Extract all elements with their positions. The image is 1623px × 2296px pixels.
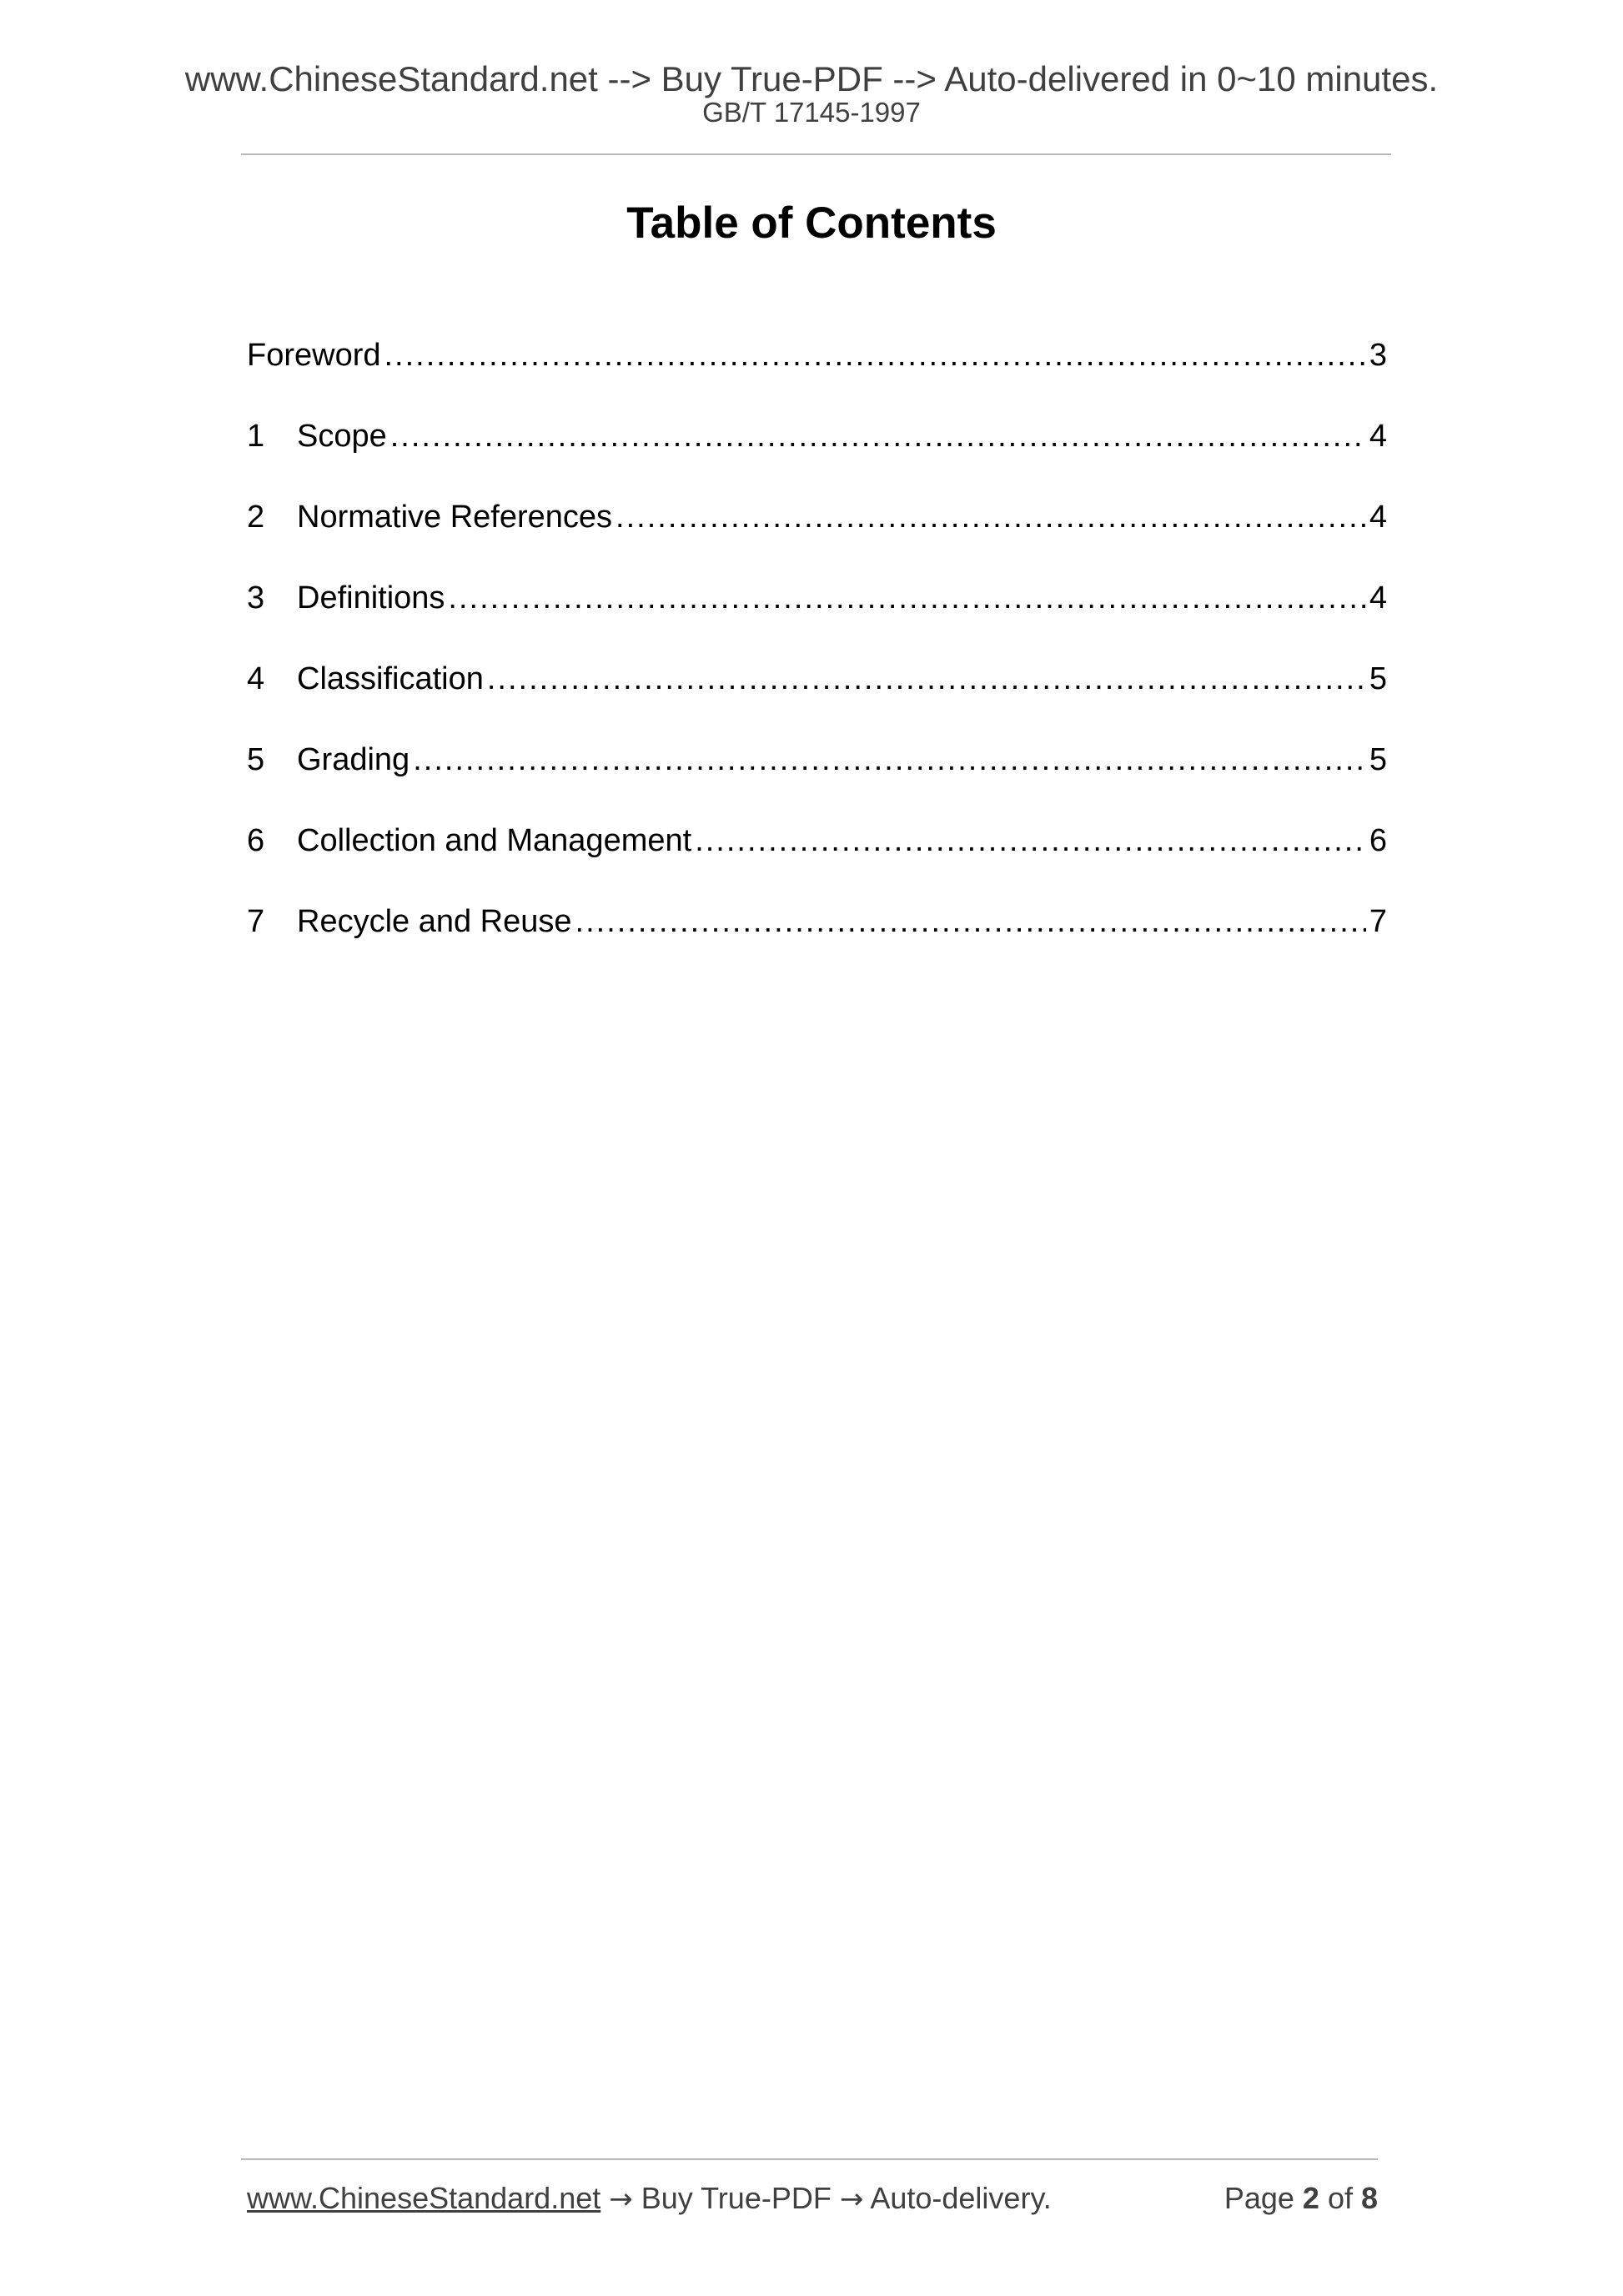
site-banner: www.ChineseStandard.net --> Buy True-PDF --> Auto-delivered in 0~10 minutes. — [184, 59, 1439, 98]
page-indicator — [1224, 2183, 1378, 2213]
page-word: Page — [1224, 2181, 1303, 2215]
toc-entry-label: Recycle and Reuse — [297, 904, 572, 939]
toc-entry-number: 2 — [247, 500, 265, 535]
toc-entry-page: 5 — [1369, 742, 1387, 777]
toc-leader-dots — [695, 825, 1366, 857]
toc-entry-collection-and-management[interactable] — [247, 825, 1387, 906]
toc-entry-page: 4 — [1369, 580, 1387, 615]
toc-entry-label: Foreword — [247, 338, 381, 373]
toc-entry-label: Classification — [297, 661, 484, 696]
toc-entry-page: 6 — [1369, 823, 1387, 858]
toc-entry-foreword[interactable] — [247, 339, 1387, 420]
toc-entry-number: 5 — [247, 742, 265, 777]
arrow-right-icon: → — [839, 2183, 864, 2216]
toc-leader-dots — [390, 420, 1366, 452]
footer-site-link[interactable]: www.ChineseStandard.net — [247, 2181, 601, 2215]
toc-leader-dots — [384, 339, 1366, 371]
toc-entry-page: 3 — [1369, 338, 1387, 373]
toc-entry-page: 5 — [1369, 661, 1387, 696]
toc-entry-recycle-and-reuse[interactable] — [247, 906, 1387, 987]
toc-leader-dots — [487, 663, 1366, 695]
toc-entry-grading[interactable] — [247, 744, 1387, 825]
toc-entry-label: Scope — [297, 419, 387, 454]
toc-entry-page: 4 — [1369, 419, 1387, 454]
toc-entry-page: 7 — [1369, 904, 1387, 939]
toc-list — [247, 339, 1387, 987]
toc-entry-page: 4 — [1369, 500, 1387, 535]
toc-leader-dots — [413, 744, 1366, 776]
footer-buy-text: Buy True-PDF — [632, 2181, 840, 2215]
toc-entry-definitions[interactable] — [247, 582, 1387, 663]
toc-entry-classification[interactable] — [247, 663, 1387, 744]
toc-entry-label: Grading — [297, 742, 410, 777]
toc-leader-dots — [616, 501, 1366, 533]
total-page-count: 8 — [1360, 2181, 1378, 2215]
toc-entry-number: 6 — [247, 823, 265, 858]
current-page-number: 2 — [1302, 2181, 1319, 2215]
document-code: GB/T 17145-1997 — [702, 97, 921, 128]
footer-divider — [241, 2158, 1378, 2160]
toc-entry-number: 1 — [247, 419, 265, 454]
arrow-right-icon: → — [609, 2183, 633, 2216]
toc-entry-normative-references[interactable] — [247, 501, 1387, 582]
toc-leader-dots — [575, 906, 1366, 937]
toc-leader-dots — [448, 582, 1365, 614]
toc-entry-number: 3 — [247, 580, 265, 615]
toc-entry-number: 4 — [247, 661, 265, 696]
toc-entry-label: Collection and Management — [297, 823, 692, 858]
page-of-word: of — [1319, 2181, 1361, 2215]
toc-title: Table of Contents — [626, 198, 997, 248]
footer-promo — [247, 2181, 1052, 2216]
footer-delivery-text: Auto-delivery. — [863, 2181, 1052, 2215]
toc-entry-label: Definitions — [297, 580, 445, 615]
toc-entry-number: 7 — [247, 904, 265, 939]
toc-entry-label: Normative References — [297, 500, 613, 535]
header-divider — [241, 153, 1391, 155]
toc-entry-scope[interactable] — [247, 420, 1387, 501]
